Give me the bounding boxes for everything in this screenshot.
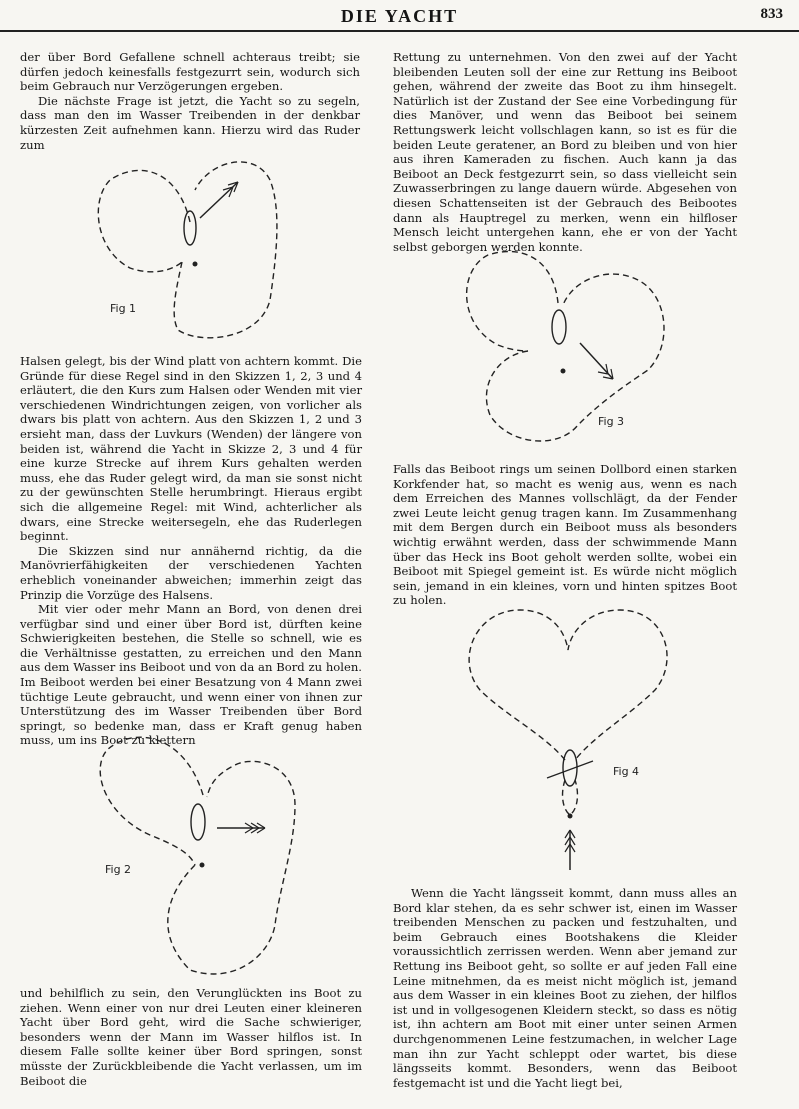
column-1-bottom xyxy=(20,986,362,1088)
fig1-label: Fig 1 xyxy=(110,302,137,315)
fig2-course-path xyxy=(100,737,295,974)
paragraph: und behilflich zu sein, den Verunglückten ins Boot zu ziehen. Wenn einer von nur drei Leuten einer kleineren Yacht über Bord geht, wird die Sache schwieriger, besonders wenn der Mann im Wasser hilflos ist. In diesem Falle sollte keiner über Bord springen, sonst müsste der Zurückbleibende die Yacht verlassen, um im Beiboot die xyxy=(20,986,362,1088)
fig4-course-path xyxy=(469,610,667,760)
fig3-man-overboard xyxy=(561,369,566,374)
fig3-yacht xyxy=(552,310,566,344)
paragraph: der über Bord Gefallene schnell achteraus treibt; sie dürfen jedoch keinesfalls festgezurrt sein, wodurch sich beim Gebrauch nur Verzögerungen ergeben. xyxy=(20,50,360,94)
figure-3-sketch xyxy=(458,245,678,455)
figure-1-sketch xyxy=(90,150,330,340)
figure-4-sketch xyxy=(465,605,685,875)
header-rule xyxy=(0,30,799,32)
fig2-yacht xyxy=(191,804,205,840)
fig1-yacht xyxy=(184,211,196,245)
fig2-label: Fig 2 xyxy=(105,863,132,876)
page-number: 833 xyxy=(760,6,783,22)
paragraph: Wenn die Yacht längsseit kommt, dann muss alles an Bord klar stehen, da es sehr schwer ist, einen im Wasser treibenden Menschen zu packen und festzuhalten, und beim Gebrauch eines Bootshakens die Kleider voraussichtlich zerrissen werden. Wenn aber jemand zur Rettung ins Beiboot geht, so sollte er auf jeden Fall eine Leine mitnehmen, da es meist nicht möglich ist, jemand aus dem Wasser in ein kleines Boot zu ziehen, der hilflos ist und in vollgesogenen Kleidern steckt, so dass es nötig ist, ihn achtern am Boot mit einer unter seinen Armen durchgenommenen Leine festzumachen, in welcher Lage man ihn zur Yacht schleppt oder wartet, bis diese längsseits kommt. Besonders, wenn das Beiboot festgemacht ist und die Yacht liegt bei, xyxy=(393,886,737,1090)
column-1-top xyxy=(20,50,360,152)
paragraph: Falls das Beiboot rings um seinen Dollbord einen starken Korkfender hat, so macht es wenig aus, wenn es nach dem Erreichen des Mannes vollschlägt, da der Fender zwei Leute leicht genug tragen kann. Im Zusammenhang mit dem Bergen durch ein Beiboot muss als besonders wichtig erwähnt werden, dass der schwimmende Mann über das Heck ins Boot geholt werden sollte, wobei ein Beiboot mit Spiegel gemeint ist. Es würde nicht möglich sein, jemand in ein kleines, vorn und hinten spitzes Boot zu holen. xyxy=(393,462,737,608)
column-2-top xyxy=(393,50,737,254)
fig4-label: Fig 4 xyxy=(613,765,640,778)
fig2-man-overboard xyxy=(200,863,205,868)
column-2-middle xyxy=(393,462,737,608)
paragraph: Mit vier oder mehr Mann an Bord, von denen drei verfügbar sind und einer über Bord ist, dürften keine Schwierigkeiten bestehen, die Stelle so schnell, wie es die Verhältnisse gestatten, zu erreichen und den Mann aus dem Wasser ins Beiboot und von da an Bord zu holen. Im Beiboot werden bei einer Besatzung von 4 Mann zwei tüchtige Leute gebraucht, und wenn einer von ihnen zur Unterstützung des im Wasser Treibenden über Bord springt, so bedenke man, dass er Kraft genug haben muss, um ins Boot zu klettern xyxy=(20,602,362,748)
column-1-middle xyxy=(20,354,362,748)
column-2-bottom xyxy=(393,886,737,1090)
paragraph: Rettung zu unternehmen. Von den zwei auf der Yacht bleibenden Leuten soll der eine zur Rettung ins Beiboot gehen, während der zweite das Boot zu ihm hinsegelt. Natürlich ist der Zustand der See eine Vorbedingung für dies Manöver, und wenn das Beiboot bei seinem Rettungswerk leicht vollschlagen kann, so ist es für die beiden Leute geratener, an Bord zu bleiben und von hier aus ihren Kameraden zu fischen. Auch kann ja das Beiboot an Deck festgezurrt sein, so dass vielleicht sein Zuwasserbringen zu lange dauern würde. Abgesehen von diesen Schattenseiten ist der Gebrauch des Beibootes dann als Hauptregel zu merken, wenn ein hilfloser Mensch leicht untergehen kann, ehe er von der Yacht selbst geborgen werden konnte. xyxy=(393,50,737,254)
figure-2-sketch xyxy=(95,725,315,985)
paragraph: Die nächste Frage ist jetzt, die Yacht so zu segeln, dass man den im Wasser Treibenden in der denkbar kürzesten Zeit aufnehmen kann. Hierzu wird das Ruder zum xyxy=(20,93,360,152)
fig1-man-overboard xyxy=(193,262,198,267)
fig3-course-path xyxy=(467,251,664,441)
paragraph: Halsen gelegt, bis der Wind platt von achtern kommt. Die Gründe für diese Regel sind in den Skizzen 1, 2, 3 und 4 erläutert, die den Kurs zum Halsen oder Wenden mit vier verschiedenen Windrichtungen zeigen, von vorlicher als dwars bis platt von achtern. Aus den Skizzen 1, 2 und 3 ersieht man, dass der Luvkurs (Wenden) der längere von beiden ist, während die Yacht in Skizze 2, 3 und 4 für eine kurze Strecke auf ihrem Kurs gehalten werden muss, ehe das Ruder gelegt wird, da man sie sonst nicht zu der gewünschten Stelle herumbringt. Hieraus ergibt sich die allgemeine Regel: mit Wind, achterlicher als dwars, eine Strecke weitersegeln, ehe das Ruderlegen beginnt. xyxy=(20,354,362,544)
running-title: DIE YACHT xyxy=(340,6,459,26)
fig3-label: Fig 3 xyxy=(598,415,625,428)
paragraph: Die Skizzen sind nur annähernd richtig, da die Manövrierfähigkeiten der verschiedenen Yachten erheblich voneinander abweichen; immerhin zeigt das Prinzip die Vorzüge des Halsens. xyxy=(20,543,362,602)
fig4-man-overboard xyxy=(568,814,573,819)
